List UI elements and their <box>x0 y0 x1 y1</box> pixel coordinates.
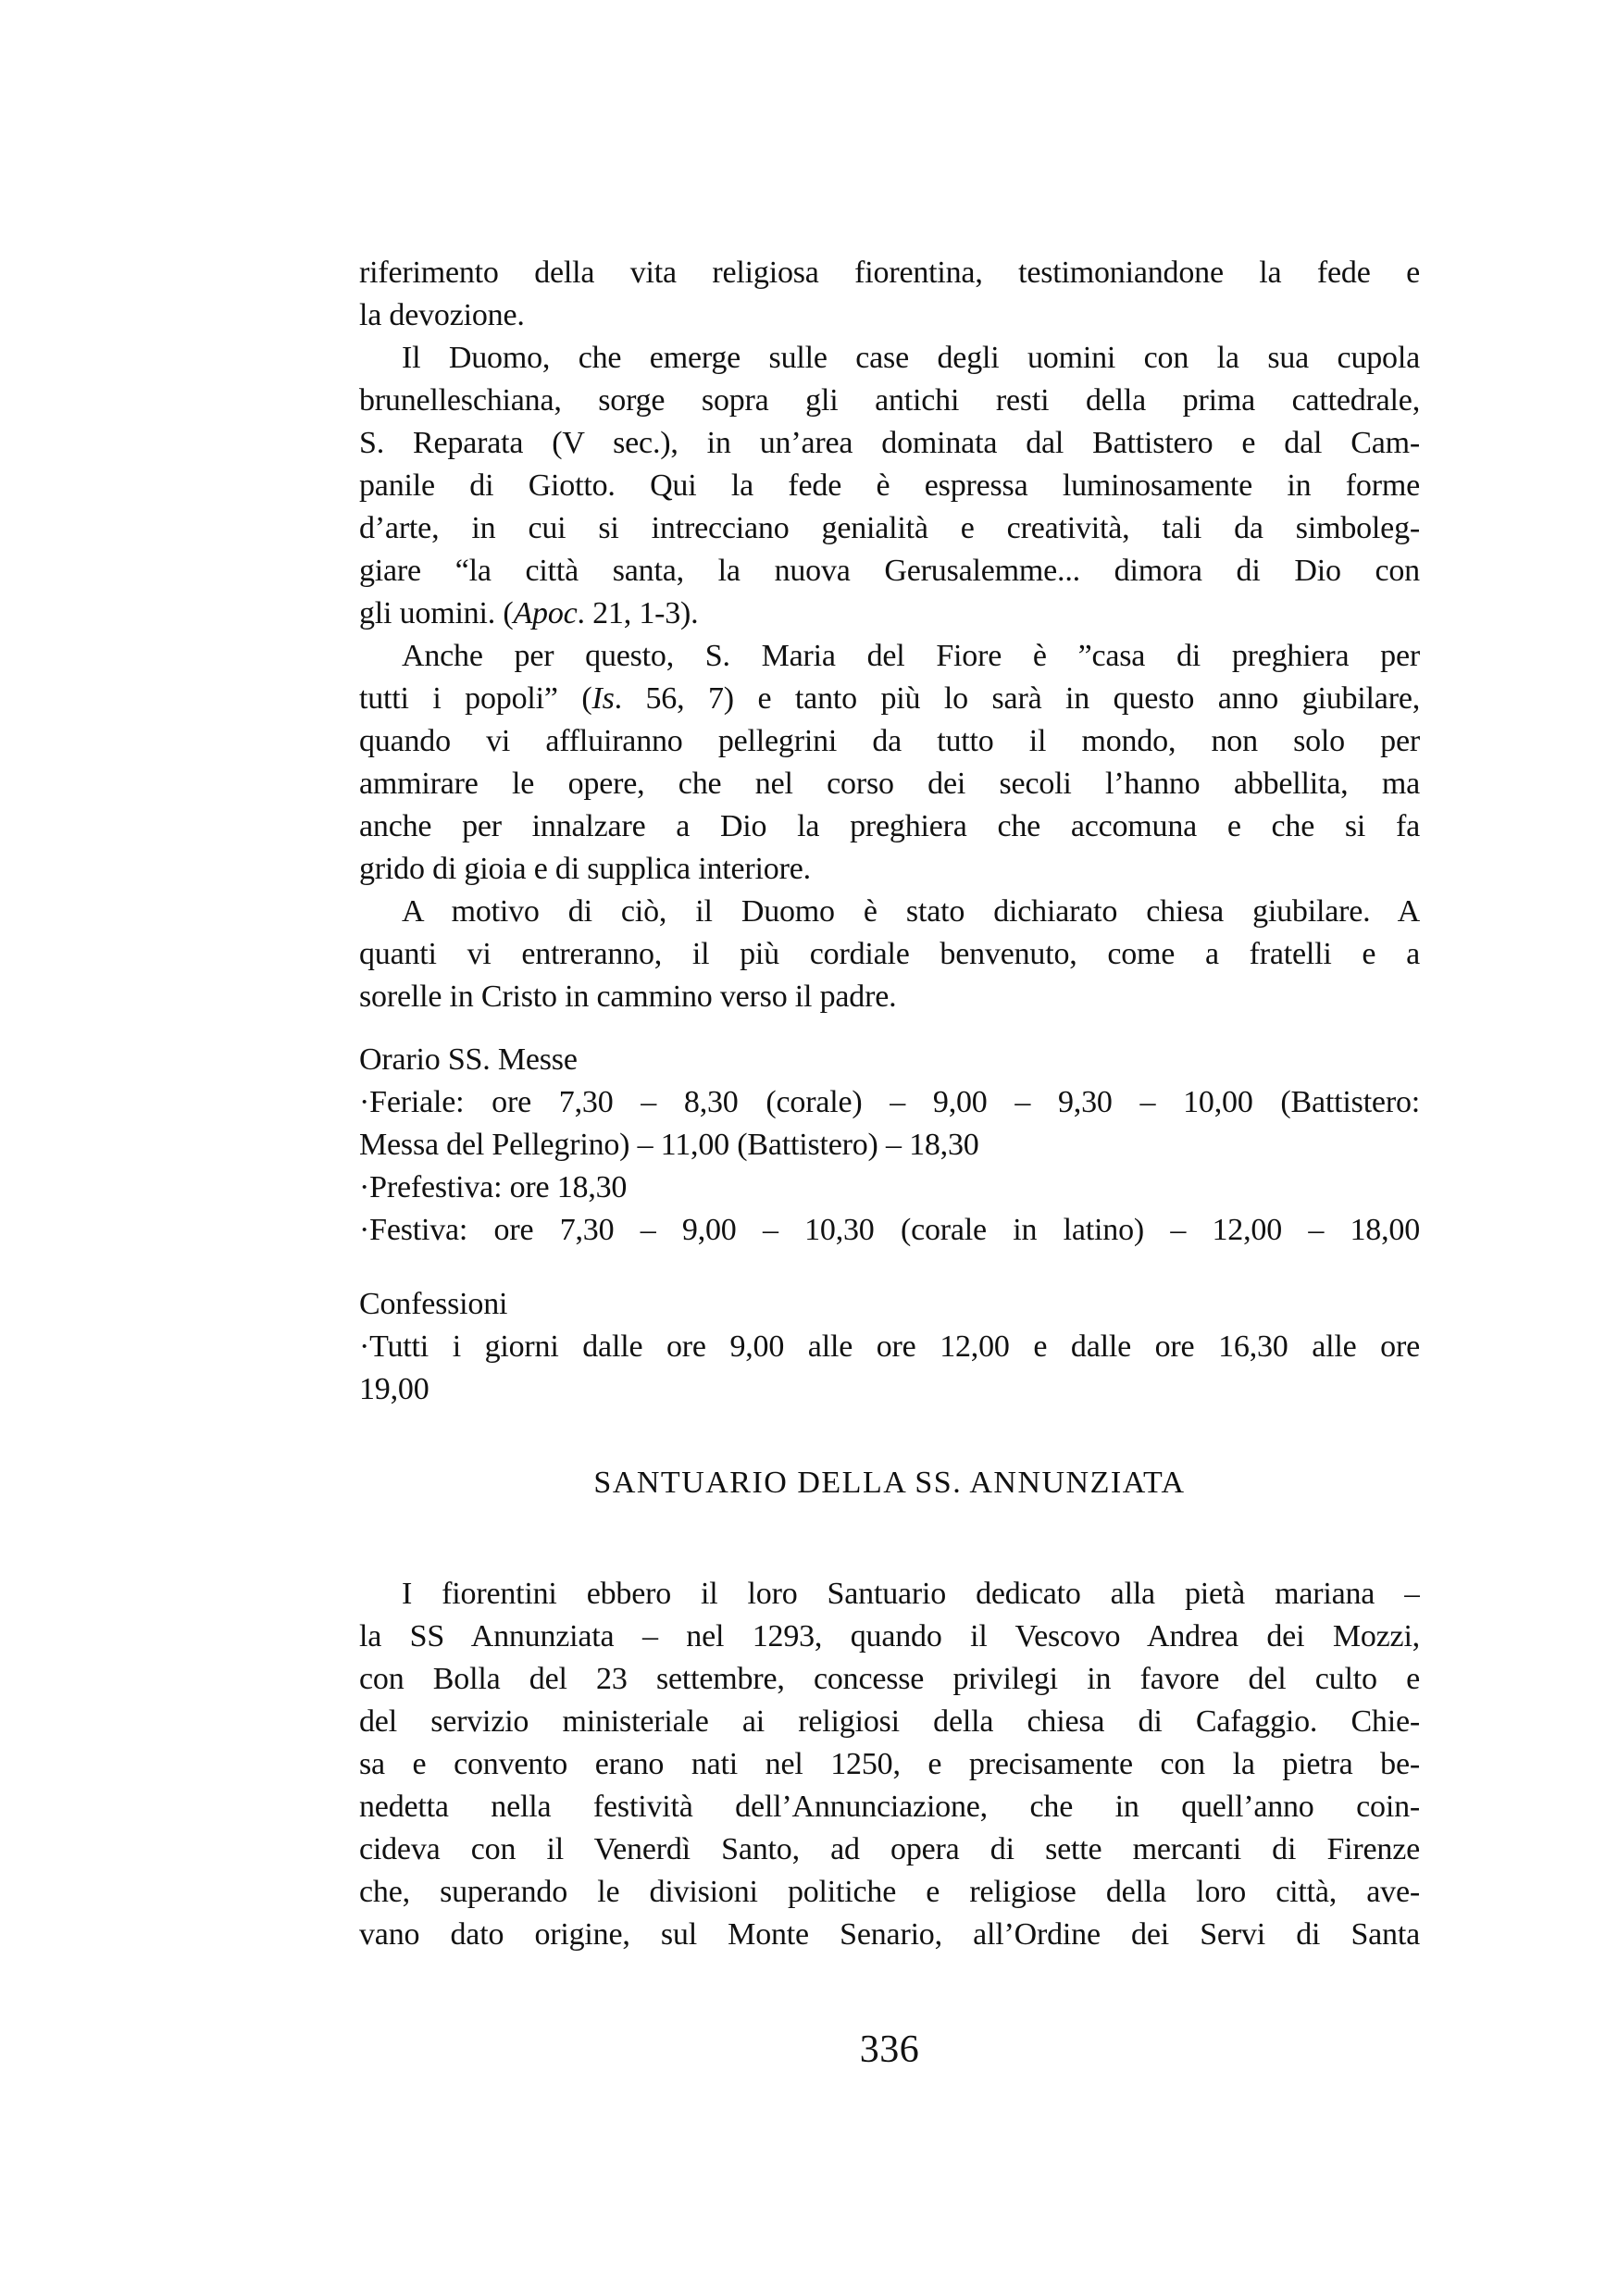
text-line: sorelle in Cristo in cammino verso il padre. <box>359 980 897 1014</box>
text-line: d’arte, in cui si intrecciano genialità e creatività, tali da simboleg- <box>359 511 1420 545</box>
text-line: quando vi affluiranno pellegrini da tutto il mondo, non solo per <box>359 724 1420 758</box>
confessions-line: 19,00 <box>359 1372 429 1406</box>
confessions-title: Confessioni <box>359 1287 508 1321</box>
text-segment: gli uomini. ( <box>359 596 514 630</box>
text-line: sa e convento erano nati nel 1250, e precisamente con la pietra be- <box>359 1747 1420 1781</box>
text-line <box>359 678 1420 720</box>
text-line: brunelleschiana, sorge sopra gli antichi resti della prima cattedrale, <box>359 383 1420 418</box>
schedule-line-festiva: ·Festiva: ore 7,30 – 9,00 – 10,30 (corale in latino) – 12,00 – 18,00 <box>359 1213 1420 1247</box>
paragraph-duomo <box>359 337 1420 635</box>
text-line: quanti vi entreranno, il più cordiale benvenuto, come a fratelli e a <box>359 937 1420 971</box>
text-block <box>359 252 1420 2074</box>
text-line: nedetta nella festività dell’Annunciazione, che in quell’anno coin- <box>359 1790 1420 1824</box>
paragraph-casa-di-preghiera <box>359 635 1420 891</box>
text-line: ammirare le opere, che nel corso dei secoli l’hanno abbellita, ma <box>359 767 1420 801</box>
citation-italic: Apoc <box>513 596 578 630</box>
text-line: vano dato origine, sul Monte Senario, all’Ordine dei Servi di Santa <box>359 1917 1420 1952</box>
text-line: Il Duomo, che emerge sulle case degli uomini con la sua cupola <box>402 341 1420 375</box>
text-line: panile di Giotto. Qui la fede è espressa luminosamente in forme <box>359 468 1420 503</box>
text-line: I fiorentini ebbero il loro Santuario dedicato alla pietà mariana – <box>402 1577 1420 1611</box>
schedule-line-pellegrino: Messa del Pellegrino) – 11,00 (Battistero) – 18,30 <box>359 1128 979 1162</box>
text-line: A motivo di ciò, il Duomo è stato dichiarato chiesa giubilare. A <box>402 894 1420 929</box>
text-line: riferimento della vita religiosa fiorentina, testimoniandone la fede e <box>359 256 1420 290</box>
text-line: che, superando le divisioni politiche e religiose della loro città, ave- <box>359 1875 1420 1909</box>
text-segment: tutti i popoli” ( <box>359 681 592 716</box>
confessions-line: ·Tutti i giorni dalle ore 9,00 alle ore 12,00 e dalle ore 16,30 alle ore <box>359 1329 1420 1364</box>
paragraph-annunziata <box>359 1573 1420 1956</box>
text-line: anche per innalzare a Dio la preghiera che accomuna e che si fa <box>359 809 1420 843</box>
text-segment: . 56, 7) e tanto più lo sarà in questo anno giubilare, <box>614 681 1420 716</box>
text-line: grido di gioia e di supplica interiore. <box>359 852 811 886</box>
text-line: la SS Annunziata – nel 1293, quando il Vescovo Andrea dei Mozzi, <box>359 1619 1420 1653</box>
paragraph-continuation <box>359 252 1420 337</box>
text-line: del servizio ministeriale ai religiosi della chiesa di Cafaggio. Chie- <box>359 1704 1420 1739</box>
mass-schedule <box>359 1039 1420 1252</box>
paragraph-chiesa-giubilare <box>359 891 1420 1018</box>
text-segment: . 21, 1-3). <box>577 596 699 630</box>
schedule-line-feriale: ·Feriale: ore 7,30 – 8,30 (corale) – 9,00 – 9,30 – 10,00 (Battistero: <box>359 1085 1420 1119</box>
confessions-schedule <box>359 1283 1420 1411</box>
text-line: giare “la città santa, la nuova Gerusalemme... dimora di Dio con <box>359 554 1420 588</box>
text-line: Anche per questo, S. Maria del Fiore è ”casa di preghiera per <box>402 639 1420 673</box>
text-line: con Bolla del 23 settembre, concesse privilegi in favore del culto e <box>359 1662 1420 1696</box>
text-line: S. Reparata (V sec.), in un’area dominata dal Battistero e dal Cam- <box>359 426 1420 460</box>
schedule-title: Orario SS. Messe <box>359 1042 578 1077</box>
schedule-line-prefestiva: ·Prefestiva: ore 18,30 <box>359 1170 628 1204</box>
text-line <box>359 593 1420 635</box>
citation-italic: Is <box>591 681 615 716</box>
page-number: 336 <box>859 2028 920 2071</box>
section-heading-annunziata: SANTUARIO DELLA SS. ANNUNZIATA <box>593 1466 1186 1500</box>
text-line: cideva con il Venerdì Santo, ad opera di sette mercanti di Firenze <box>359 1832 1420 1866</box>
text-line: la devozione. <box>359 298 525 332</box>
